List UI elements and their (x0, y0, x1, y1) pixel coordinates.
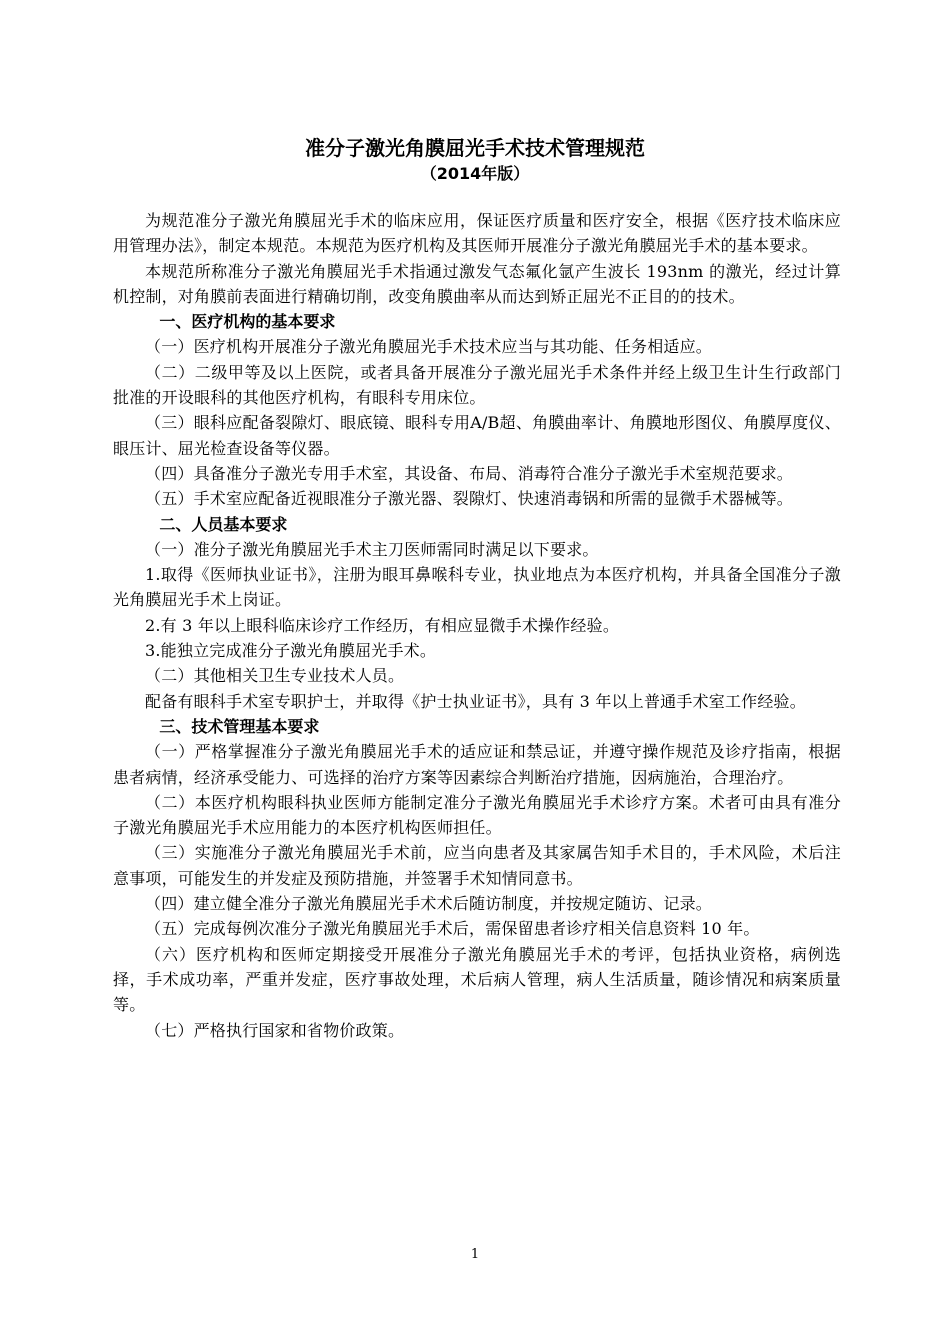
section-item: （三）眼科应配备裂隙灯、眼底镜、眼科专用A/B超、角膜曲率计、角膜地形图仪、角膜厚度仪、眼压计、屈光检查设备等仪器。 (113, 413, 841, 458)
section-item: （二）二级甲等及以上医院，或者具备开展准分子激光屈光手术条件并经上级卫生计生行政部门批准的开设眼科的其他医疗机构，有眼科专用床位。 (113, 362, 841, 408)
section-item: （三）实施准分子激光角膜屈光手术前，应当向患者及其家属告知手术目的，手术风险，术后注意事项，可能发生的并发症及预防措施，并签署手术知情同意书。 (113, 843, 841, 888)
section-item: 3.能独立完成准分子激光角膜屈光手术。 (145, 641, 437, 661)
intro-paragraph: 为规范准分子激光角膜屈光手术的临床应用，保证医疗质量和医疗安全，根据《医疗技术临床应用管理办法》，制定本规范。本规范为医疗机构及其医师开展准分子激光角膜屈光手术的基本要求。 (113, 211, 841, 256)
section-item: 2.有 3 年以上眼科临床诊疗工作经历，有相应显微手术操作经验。 (145, 615, 620, 635)
section-item: 1.取得《医师执业证书》，注册为眼耳鼻喉科专业，执业地点为本医疗机构，并具备全国准分子激光角膜屈光手术上岗证。 (113, 565, 841, 610)
section-item: （五）手术室应配备近视眼准分子激光器、裂隙灯、快速消毒锅和所需的显微手术器械等。 (145, 489, 794, 509)
section-item: （二）其他相关卫生专业技术人员。 (145, 666, 405, 686)
section-heading: 一、医疗机构的基本要求 (159, 312, 336, 332)
page-number: 1 (470, 1247, 480, 1262)
section-item: （二）本医疗机构眼科执业医师方能制定准分子激光角膜屈光手术诊疗方案。术者可由具有准分子激光角膜屈光手术应用能力的本医疗机构医师担任。 (113, 792, 841, 838)
section-item: （四）建立健全准分子激光角膜屈光手术术后随访制度，并按规定随访、记录。 (145, 894, 713, 914)
intro-paragraph: 本规范所称准分子激光角膜屈光手术指通过激发气态氟化氩产生波长 193nm 的激光，经过计算机控制，对角膜前表面进行精确切削，改变角膜曲率从而达到矫正屈光不正目的的技术。 (113, 261, 841, 306)
document-title: 准分子激光角膜屈光手术技术管理规范 (305, 136, 645, 160)
section-item: （六）医疗机构和医师定期接受开展准分子激光角膜屈光手术的考评，包括执业资格，病例选择，手术成功率，严重并发症，医疗事故处理，术后病人管理，病人生活质量，随诊情况和病案质量等。 (113, 944, 841, 1015)
section-item: 配备有眼科手术室专职护士，并取得《护士执业证书》，具有 3 年以上普通手术室工作经验。 (145, 691, 806, 711)
section-heading: 三、技术管理基本要求 (159, 716, 320, 736)
section-item: （一）准分子激光角膜屈光手术主刀医师需同时满足以下要求。 (145, 539, 599, 559)
section-item: （五）完成每例次准分子激光角膜屈光手术后，需保留患者诊疗相关信息资料 10 年。 (145, 919, 760, 939)
document-subtitle: （2014年版） (420, 164, 530, 183)
document-body (113, 208, 841, 1043)
section-item: （一）医疗机构开展准分子激光角膜屈光手术技术应当与其功能、任务相适应。 (145, 337, 713, 357)
section-item: （四）具备准分子激光专用手术室，其设备、布局、消毒符合准分子激光手术室规范要求。 (145, 463, 794, 483)
section-item: （七）严格执行国家和省物价政策。 (145, 1020, 405, 1040)
section-item: （一）严格掌握准分子激光角膜屈光手术的适应证和禁忌证，并遵守操作规范及诊疗指南，根据患者病情，经济承受能力、可选择的治疗方案等因素综合判断治疗措施，因病施治，合理治疗。 (113, 742, 841, 787)
section-heading: 二、人员基本要求 (159, 514, 288, 534)
